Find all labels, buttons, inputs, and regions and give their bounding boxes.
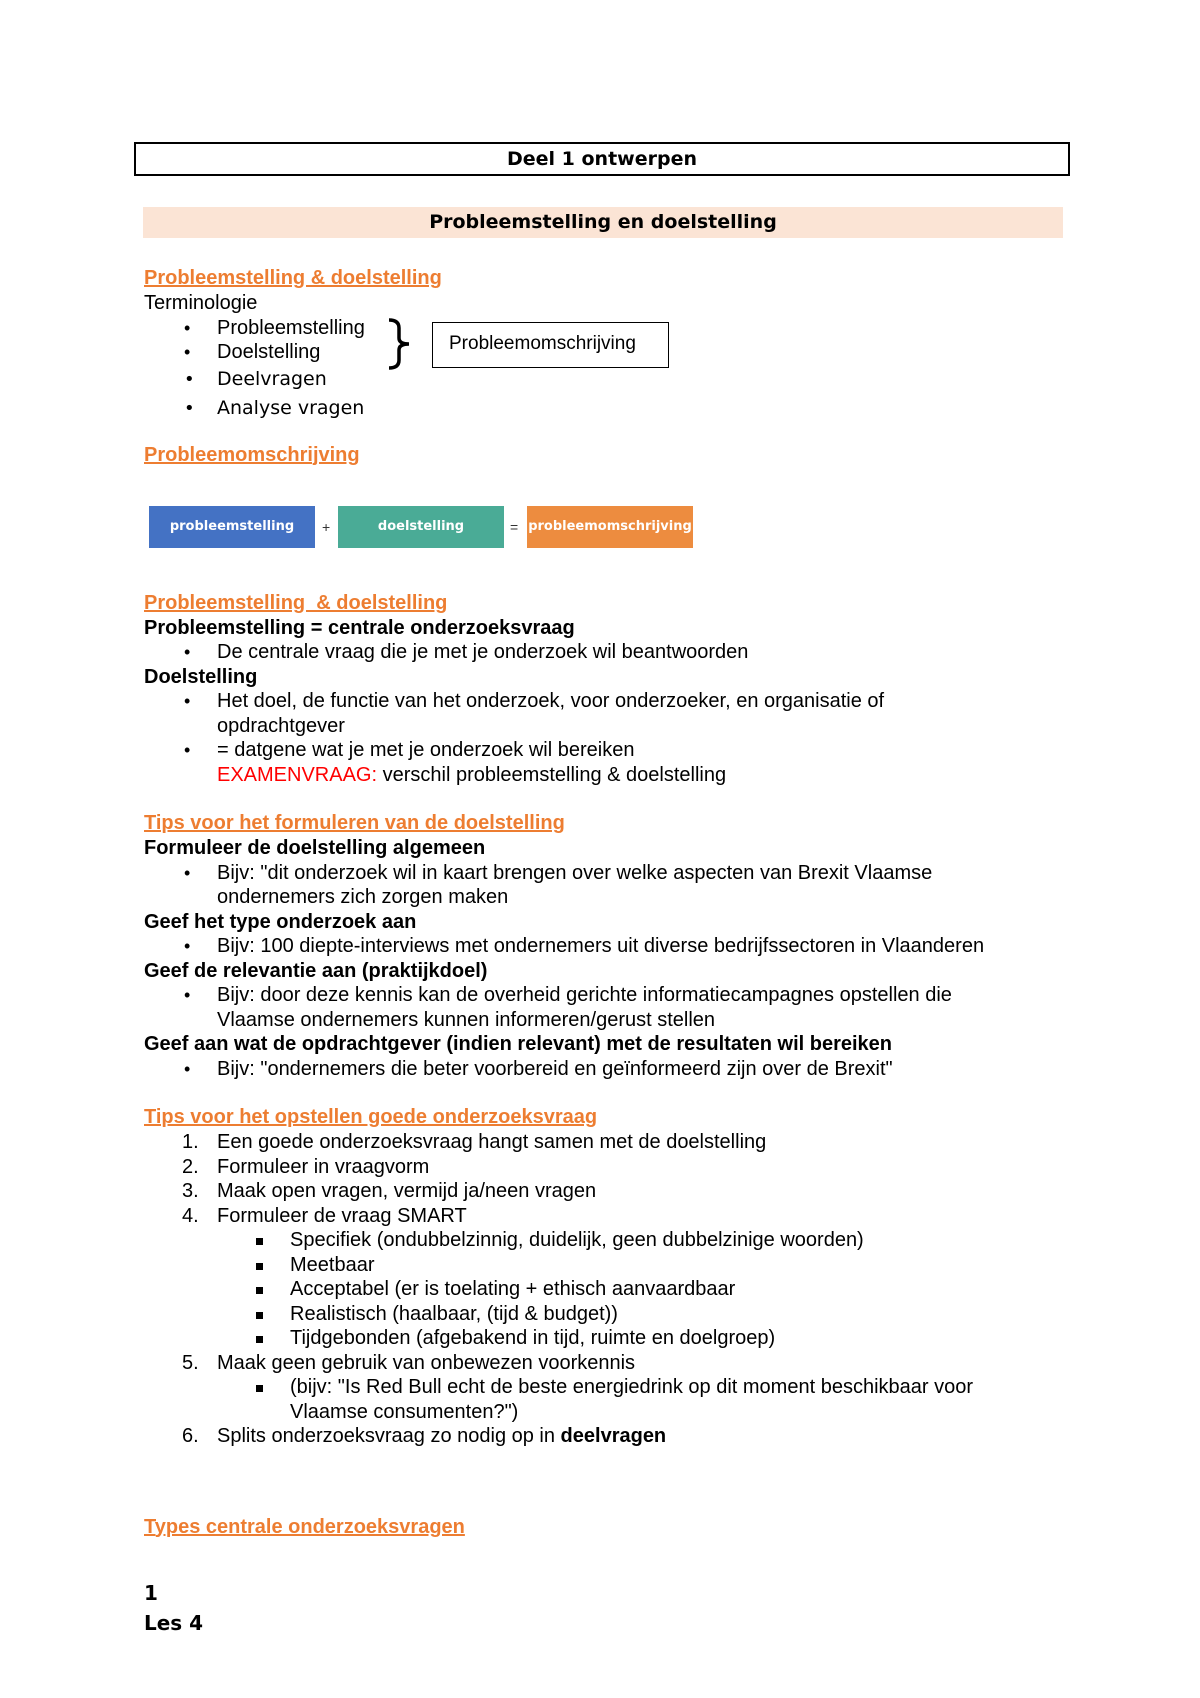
list-item: • Deelvragen xyxy=(144,365,1064,394)
list-number: 6. xyxy=(182,1425,199,1447)
problem-description-box: Probleemomschrijving xyxy=(432,322,669,368)
question-tips-list xyxy=(144,1351,1064,1376)
terminology-list xyxy=(144,316,1064,423)
heading-tips-goal: Tips voor het formuleren van de doelstelling xyxy=(144,812,565,834)
list-item xyxy=(144,1424,1064,1449)
tip-title: Geef aan wat de opdrachtgever (indien relevant) met de resultaten wil bereiken xyxy=(144,1033,892,1055)
tip-list xyxy=(144,1057,1064,1082)
document-body xyxy=(144,266,1064,1540)
exam-text: verschil probleemstelling & doelstelling xyxy=(377,763,727,786)
question-tips-list xyxy=(144,1130,1064,1228)
list-text: Een goede onderzoeksvraag hangt samen met de doelstelling xyxy=(217,1131,767,1153)
list-item xyxy=(144,1351,1064,1376)
example-line: (bijv: "Is Red Bull echt de beste energiedrink op dit moment beschikbaar voor xyxy=(290,1376,974,1398)
tip-list xyxy=(144,983,1064,1032)
list-item: • Probleemstelling xyxy=(144,316,1064,341)
list-item xyxy=(144,1155,1064,1180)
list-item: Tijdgebonden (afgebakend in tijd, ruimte en doelgroep) xyxy=(144,1326,1064,1351)
heading-definitions: Probleemstelling & doelstelling xyxy=(144,591,448,614)
list-text: Maak geen gebruik van onbewezen voorkennis xyxy=(217,1351,636,1374)
list-item: Acceptabel (er is toelating + ethisch aanvaardbaar xyxy=(144,1277,1064,1302)
goal-item-line: = datgene wat je met je onderzoek wil bereiken xyxy=(217,739,635,761)
list-number: 3. xyxy=(182,1180,199,1202)
question-tips-list xyxy=(144,1424,1064,1449)
list-item xyxy=(144,1130,1064,1155)
list-item: Specifiek (ondubbelzinnig, duidelijk, geen dubbelzinige woorden) xyxy=(144,1228,1064,1253)
part-title-box: Deel 1 ontwerpen xyxy=(134,142,1070,176)
tip-title: Geef het type onderzoek aan xyxy=(144,910,417,933)
list-item: Meetbaar xyxy=(144,1253,1064,1278)
tip-example-line: ondernemers zich zorgen maken xyxy=(217,886,509,908)
exam-label: EXAMENVRAAG: xyxy=(217,763,378,786)
list-item xyxy=(144,1375,1064,1424)
list-item: • Bijv: "ondernemers die beter voorbereid en geïnformeerd zijn over de Brexit" xyxy=(144,1057,1064,1082)
goal-item-line: Het doel, de functie van het onderzoek, voor onderzoeker, en organisatie of xyxy=(217,690,885,712)
list-item xyxy=(144,1204,1064,1229)
heading-tips-question: Tips voor het opstellen goede onderzoeksvraag xyxy=(144,1106,598,1128)
tip-list xyxy=(144,934,1064,959)
list-text-bold: deelvragen xyxy=(560,1425,667,1447)
list-item xyxy=(144,1179,1064,1204)
tip-list xyxy=(144,861,1064,910)
smart-list xyxy=(144,1228,1064,1351)
list-item: • Doelstelling xyxy=(144,340,1064,365)
example-line: Vlaamse consumenten?") xyxy=(290,1400,519,1423)
terminology-label: Terminologie xyxy=(144,292,258,314)
goal-title: Doelstelling xyxy=(144,665,258,688)
list-text: Maak open vragen, vermijd ja/neen vragen xyxy=(217,1180,597,1202)
tip-example-line: Bijv: door deze kennis kan de overheid gerichte informatiecampagnes opstellen die xyxy=(217,984,952,1006)
formula-result: probleemomschrijving xyxy=(527,506,693,548)
tip-example-line: Bijv: "dit onderzoek wil in kaart brengen over welke aspecten van Brexit Vlaamse xyxy=(217,861,933,884)
list-number: 4. xyxy=(182,1204,199,1227)
list-number: 5. xyxy=(182,1351,199,1374)
list-item: • De centrale vraag die je met je onderzoek wil beantwoorden xyxy=(144,640,1064,665)
list-number: 2. xyxy=(182,1155,199,1178)
tip-example-line: Vlaamse ondernemers kunnen informeren/gerust stellen xyxy=(217,1008,716,1031)
page-footer xyxy=(144,1578,203,1638)
formula-term-goal: doelstelling xyxy=(338,506,504,548)
list-item xyxy=(144,983,1064,1032)
problem-statement-list xyxy=(144,640,1064,665)
list-item xyxy=(144,689,1064,738)
list-item xyxy=(144,861,1064,910)
goal-item-line: opdrachtgever xyxy=(217,714,345,737)
problem-statement-title: Probleemstelling = centrale onderzoeksvraag xyxy=(144,616,575,639)
list-number: 1. xyxy=(182,1131,199,1153)
tip-title: Geef de relevantie aan (praktijkdoel) xyxy=(144,959,488,982)
tip-title: Formuleer de doelstelling algemeen xyxy=(144,837,486,859)
list-text: Formuleer in vraagvorm xyxy=(217,1155,430,1178)
list-item: • Bijv: 100 diepte-interviews met ondernemers uit diverse bedrijfssectoren in Vlaanderen xyxy=(144,934,1064,959)
section-title-band: Probleemstelling en doelstelling xyxy=(143,207,1063,238)
lesson-label: Les 4 xyxy=(144,1611,204,1635)
list-item: • Analyse vragen xyxy=(144,394,1064,423)
example-list xyxy=(144,1375,1064,1424)
list-text: Formuleer de vraag SMART xyxy=(217,1204,467,1227)
formula-equals: = xyxy=(510,519,519,535)
goal-list xyxy=(144,689,1064,787)
list-item: Realistisch (haalbaar, (tijd & budget)) xyxy=(144,1302,1064,1327)
formula-plus: + xyxy=(322,519,331,535)
heading-problem-description: Probleemomschrijving xyxy=(144,443,360,466)
heading-question-types: Types centrale onderzoeksvragen xyxy=(144,1515,465,1538)
list-text: Splits onderzoeksvraag zo nodig op in xyxy=(217,1425,561,1447)
list-item xyxy=(144,738,1064,787)
page-number: 1 xyxy=(144,1581,158,1605)
heading-terminology: Probleemstelling & doelstelling xyxy=(144,267,442,289)
formula-term-problem: probleemstelling xyxy=(149,506,315,548)
